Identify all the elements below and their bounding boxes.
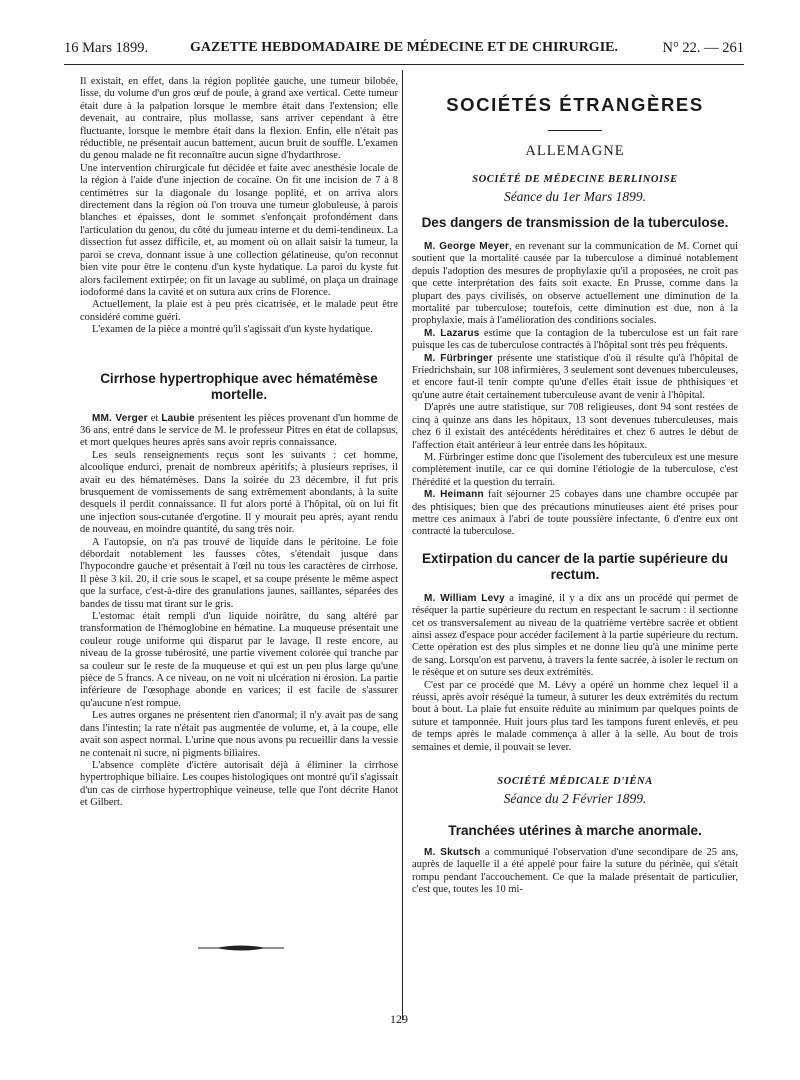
header-rule [64,64,744,65]
paragraph: M. Fürbringer estime donc que l'isolement des tuberculeux est une mesure complètement inutile, car ce qui domine l'étiologie de la tuberculose, c'est l'hérédité et la question du terrain. [412,451,738,488]
author-name: M. William Levy [424,592,505,604]
left-column [80,76,398,810]
author-name: M. George Meyer [424,241,510,252]
paragraph: MM. Verger et Laubie présentent les pièces provenant d'un homme de 36 ans, entré dans le service de M. le professeur Pitres en état de collapsus, et mort quelques heures après sans avoir repris connaissance. [80,412,398,449]
paragraph: Les seuls renseignements reçus sont les suivants : cet homme, alcoolique endurci, prenait de nombreux apéritifs; à plusieurs reprises, il avait eu des hématémèses. Dans la soirée du 23 décembre, il fut pris brusquement de vomissements de sang extrêmement abondants, à la suite desquels il perdit connaissance. Il fut alors porté à l'hôpital, où on lui fit une injection sous-cutanée d'ergotine. Il y mourait peu après, ayant rendu de nouveau, en moindre quantité, du sang très noir. [80,449,398,536]
folio-number: 129 [390,1012,408,1026]
article-title: Des dangers de transmission de la tuberculose. [421,215,729,230]
author-name: MM. Verger [92,412,148,424]
paragraph: M. George Meyer, en revenant sur la communication de M. Cornet qui soutient que la mortalité causée par la tuberculose a diminué notablement depuis l'adoption des mesures de prophylaxie qu'il a proposées, ne croit pas que cette interprétation des faits soit exacte. En Prusse, comme dans la plupart des pays civilisés, on observe actuellement une diminution de la mortalité par tuberculose; toutefois, cette diminution est due, non à la prophylaxie, mais à l'amélioration des conditions sociales. [412,241,738,327]
author-name: M. Fürbringer [424,352,493,364]
country-heading: ALLEMAGNE [525,143,625,159]
paragraph: A l'autopsie, on n'a pas trouvé de liquide dans le péritoine. Le foie débordait notablement les fausses côtes, s'étendait jusque dans l'hypocondre gauche et présentait à l'œil nu tous les caractères de cirrhose. Il pèse 3 kil. 20, il crie sous le scapel, et sa coupe présente le même aspect que la surface, c'est-à-dire des granulations jaunes, saillantes, séparées des bandes de tissu mat tirant sur le gris. [80,536,398,610]
author-name: M. Lazarus [424,327,480,339]
end-ornament [198,944,284,952]
paragraph: M. William Levy a imaginé, il y a dix ans un procédé qui permet de réséquer la partie supérieure du rectum en respectant le sacrum : il sectionne cet os transversalement au niveau de la quatrième vertèbre sacrée et obtient ainsi assez d'espace pour accéder facilement à la partie supérieure du rectum. Cette opération est des plus simples et ne donne lieu qu'à une minime perte de sang. Lorsqu'on est parvenu, à travers la fente sacrée, à isoler le rectum on le résèque et on suture ses deux extrémités. [412,592,739,679]
session-date: Séance du 2 Février 1899. [503,791,647,807]
journal-title: GAZETTE HEBDOMADAIRE DE MÉDECINE ET DE CHIRURGIE. [190,40,618,55]
right-column [412,76,738,897]
paragraph: L'examen de la pièce a montré qu'il s'agissait d'un kyste hydatique. [92,324,373,336]
issue-date: 16 Mars 1899. [64,40,149,56]
paragraph: M. Heimann fait séjourner 25 cobayes dans une chambre occupée par des phtisiques; bien que des précautions minutieuses aient été prises pour mettre ces animaux à l'abri de toute poussière infectante, 6 d'entre eux ont contracté la tuberculose. [412,489,738,538]
paragraph: M. Skutsch a communiqué l'observation d'une secondipare de 25 ans, auprès de laquelle il a été appelé pour faire la suture du périnée, qui s'était rompu pendant l'accouchement. Ce que la malade présentait de particulier, c'est que, toutes les 10 mi- [412,847,738,896]
author-name: Laubie [161,412,195,424]
section-title: SOCIÉTÉS ÉTRANGÈRES [446,94,704,115]
section-rule [548,130,602,131]
paragraph: M. Lazarus estime que la contagion de la tuberculose est un fait rare puisque les cas de tuberculose contractés à l'hôpital sont très peu fréquents. [412,327,738,352]
article-title: Tranchées utérines à marche anormale. [448,823,702,839]
session-date: Séance du 1er Mars 1899. [503,189,647,204]
paragraph: C'est par ce procédé que M. Lévy a opéré un homme chez lequel il a réussi, après avoir réséqué la tumeur, à suturer les deux extrémités du rectum bout à bout. La plaie fut ensuite réduite au minimum par quelques points de suture et tamponnée. Huit jours plus tard les tampons furent enlevés, et peu de temps après le malade commença à aller à la selle. Au bout de trois semaines et demie, il pouvait se lever. [412,679,738,753]
author-name: M. Heimann [424,489,484,501]
author-name: M. Skutsch [424,847,481,859]
page-number: N° 22. — 261 [662,40,744,56]
article-title: Extirpation du cancer de la partie supérieure du rectum. [421,550,729,582]
paragraph: Les autres organes ne présentent rien d'anormal; il n'y avait pas de sang dans l'intestin; la rate n'était pas augmentée de volume, et, à la coupe, elle avait son aspect normal. L'urine que nous avons pu recueillir dans la vessie ne contenait ni sucre, ni pigments biliaires. [80,710,398,759]
paragraph: L'absence complète d'ictère autorisait déjà à éliminer la cirrhose hypertrophique biliaire. Les coupes histologiques ont montré qu'il s'agissait d'un cas de cirrhose hypertrophique veineuse, telle que l'ont décrite Hanot et Gilbert. [80,759,398,809]
paragraph: Il existait, en effet, dans la région poplitée gauche, une tumeur bilobée, lisse, du volume d'un gros œuf de poule, à grand axe vertical. Cette tumeur était dure à la palpation lorsque le membre était dans l'extension; elle devenait, au contraire, plus mollasse, sans arriver cependant à être fluctuante, lorsque le membre était dans la flexion. Enfin, elle n'était pas réductible, ne présentait aucun battement, aucun bruit de souffle. L'examen du genou malade ne fit reconnaître aucun signe d'hydarthrose. [80,76,398,162]
society-name: SOCIÉTÉ DE MÉDECINE BERLINOISE [472,174,678,185]
paragraph: Actuellement, la plaie est à peu près cicatrisée, et le malade peut être considéré comme guéri. [80,299,398,323]
column-divider [402,70,403,1020]
paragraph: Une intervention chirurgicale fut décidée et faite avec anesthésie locale de la région à l'aide d'une injection de cocaïne. On fit une incision de 7 à 8 centimètres sur la diagonale du losange poplité, et on arriva alors directement dans la région où l'on trouva une tumeur globuleuse, à parois blanches et épaisses, dont le sommet s'enfonçait profondément dans l'articulation du genou, du côté du jumeau interne et du demi-tendineux. La dissection fut assez difficile, et, au moment où on allait saisir la tumeur, la paroi se creva, donnant issue à une collection gélatineuse, qu'on reconnut bien vite pour être le contenu d'un kyste hydatique. La paroi du kyste fut alors facilement extirpée; on fit un lavage au sublimé, on plaça un drainage iodoformé dans la cavité et on sutura aux crins de Florence. [80,162,398,298]
running-head [64,40,744,62]
paragraph: D'après une autre statistique, sur 708 religieuses, dont 94 sont restées de cinq à quinze ans dans les hôpitaux, 13 sont devenues tuberculeuses, mais chez 6 il existait des antécédents héréditaires et chez 6 autres le début de l'affection était antérieur à leur entrée dans les hôpitaux. [412,402,738,451]
article-title: Cirrhose hypertrophique avec hématémèse mortelle. [100,370,378,402]
society-name: SOCIÉTÉ MÉDICALE D'IÉNA [497,776,653,788]
paragraph: L'estomac était rempli d'un liquide noirâtre, du sang altéré par transformation de l'hémoglobine en hématine. La muqueuse présentait une couleur rouge uniforme qui disparut par le lavage. Il reste encore, au niveau de la grosse tubérosité, une partie vivement colorée qui tranche par sa couleur sur le reste de la muqueuse et qui est un peu plus large qu'une pièce de 5 francs. A ce niveau, on ne voit ni ulcération ni érosion. La partie inférieure de l'œsophage abonde en varices; il est facile de s'assurer qu'aucune n'est rompue. [80,611,398,709]
paragraph: M. Fürbringer présente une statistique d'où il résulte qu'à l'hôpital de Friedrichshain, sur 108 infirmières, 3 seulement sont devenues tuberculeuses, et encore faut-il tenir compte qu'une d'elles était issue de phthisiques et qu'une autre était certainement tuberculeuse avant de venir à l'hôpital. [412,352,739,401]
